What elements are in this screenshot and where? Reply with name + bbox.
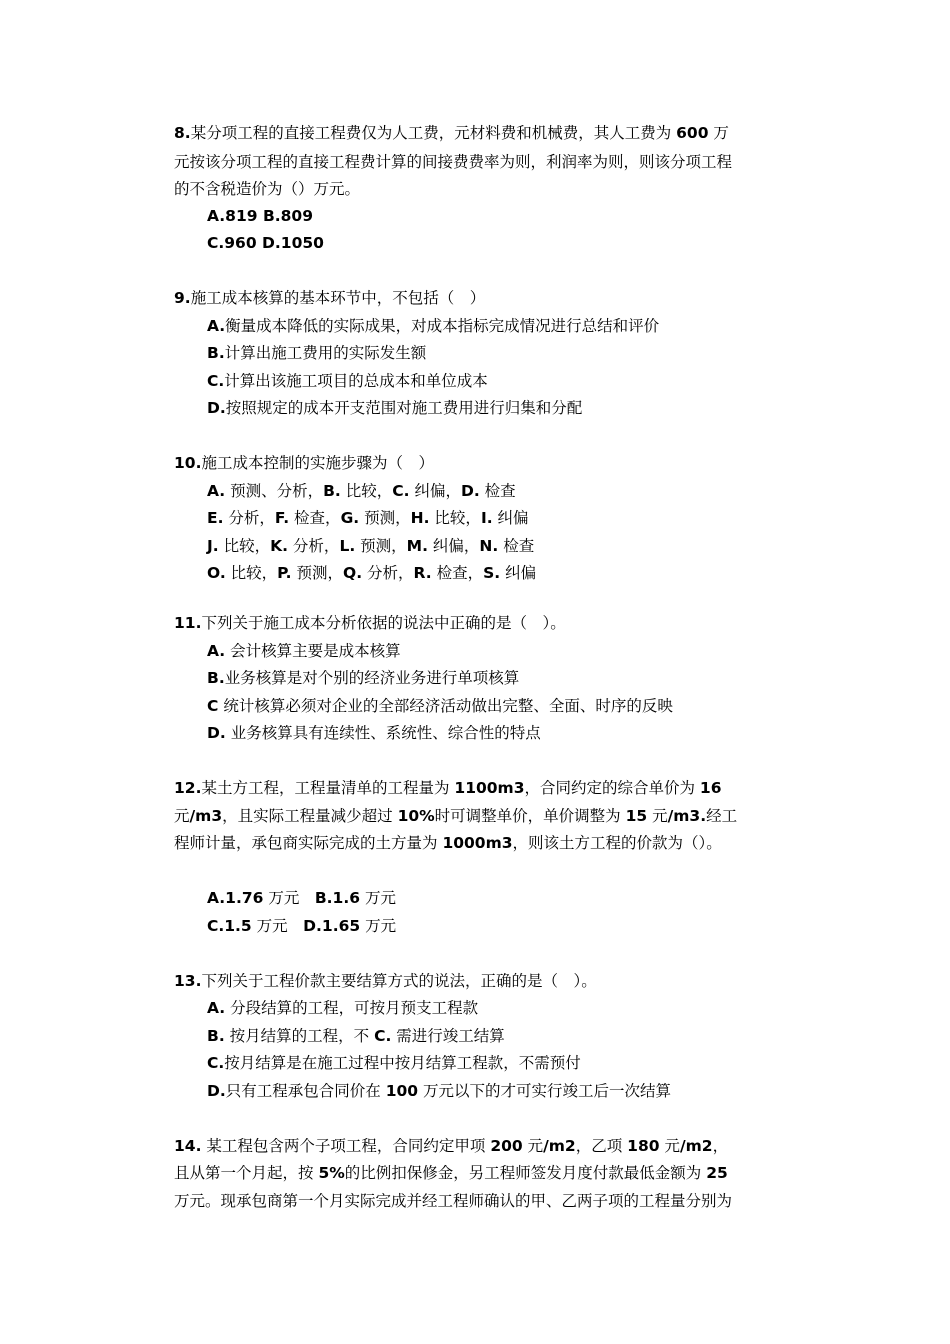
question-14-stem-line-3: 万元。现承包商第一个月实际完成并经工程师确认的甲、乙两子项的工程量分别为 bbox=[174, 1192, 733, 1210]
question-14-stem-line-2: 且从第一个月起，按 5%的比例扣保修金，另工程师签发月度付款最低金额为 25 bbox=[174, 1164, 728, 1182]
question-10-option-4: O. 比较，P. 预测，Q. 分析，R. 检查，S. 纠偏 bbox=[207, 564, 537, 582]
question-9-option-a: A.衡量成本降低的实际成果，对成本指标完成情况进行总结和评价 bbox=[207, 317, 660, 335]
question-13-option-b: B. 按月结算的工程，不 C. 需进行竣工结算 bbox=[207, 1027, 505, 1045]
question-10-option-2: E. 分析，F. 检查，G. 预测，H. 比较，I. 纠偏 bbox=[207, 509, 529, 527]
question-8-stem-line-1: 8.某分项工程的直接工程费仅为人工费，元材料费和机械费，其人工费为 600 万 bbox=[174, 124, 729, 142]
question-12-stem-line-2: 元/m3，且实际工程量减少超过 10%时可调整单价，单价调整为 15 元/m3.经工 bbox=[174, 807, 738, 825]
question-10-option-1: A. 预测、分析，B. 比较，C. 纠偏，D. 检查 bbox=[207, 482, 516, 500]
question-11-option-a: A. 会计核算主要是成本核算 bbox=[207, 642, 401, 660]
question-11-stem: 11.下列关于施工成本分析依据的说法中正确的是（ ）。 bbox=[174, 614, 566, 632]
question-8-stem-line-3: 的不含税造价为（）万元。 bbox=[174, 180, 361, 198]
question-9-option-c: C.计算出该施工项目的总成本和单位成本 bbox=[207, 372, 488, 390]
question-8-option-line-1: A.819 B.809 bbox=[207, 207, 313, 225]
question-13-stem: 13.下列关于工程价款主要结算方式的说法，正确的是（ ）。 bbox=[174, 972, 597, 990]
question-8-stem-line-2: 元按该分项工程的直接工程费计算的间接费费率为则，利润率为则，则该分项工程 bbox=[174, 153, 733, 171]
question-9-option-b: B.计算出施工费用的实际发生额 bbox=[207, 344, 427, 362]
question-10-stem: 10.施工成本控制的实施步骤为（ ） bbox=[174, 454, 434, 472]
question-12-stem-line-3: 程师计量，承包商实际完成的土方量为 1000m3，则该土方工程的价款为（）。 bbox=[174, 834, 722, 852]
question-12-stem-line-1: 12.某土方工程，工程量清单的工程量为 1100m3，合同约定的综合单价为 16 bbox=[174, 779, 722, 797]
question-9-option-d: D.按照规定的成本开支范围对施工费用进行归集和分配 bbox=[207, 399, 583, 417]
question-8-option-line-2: C.960 D.1050 bbox=[207, 234, 324, 252]
question-11-option-c: C 统计核算必须对企业的全部经济活动做出完整、全面、时序的反映 bbox=[207, 697, 673, 715]
question-13-option-c: C.按月结算是在施工过程中按月结算工程款，不需预付 bbox=[207, 1054, 581, 1072]
question-10-option-3: J. 比较，K. 分析，L. 预测，M. 纠偏，N. 检查 bbox=[207, 537, 535, 555]
question-12-option-line-2: C.1.5 万元 D.1.65 万元 bbox=[207, 917, 397, 935]
question-14-stem-line-1: 14. 某工程包含两个子项工程，合同约定甲项 200 元/m2，乙项 180 元/m2， bbox=[174, 1137, 729, 1155]
question-11-option-b: B.业务核算是对个别的经济业务进行单项核算 bbox=[207, 669, 520, 687]
question-13-option-d: D.只有工程承包合同价在 100 万元以下的才可实行竣工后一次结算 bbox=[207, 1082, 671, 1100]
question-11-option-d: D. 业务核算具有连续性、系统性、综合性的特点 bbox=[207, 724, 541, 742]
question-13-option-a: A. 分段结算的工程，可按月预支工程款 bbox=[207, 999, 479, 1017]
question-9-stem: 9.施工成本核算的基本环节中，不包括（ ） bbox=[174, 289, 486, 307]
question-12-option-line-1: A.1.76 万元 B.1.6 万元 bbox=[207, 889, 396, 907]
